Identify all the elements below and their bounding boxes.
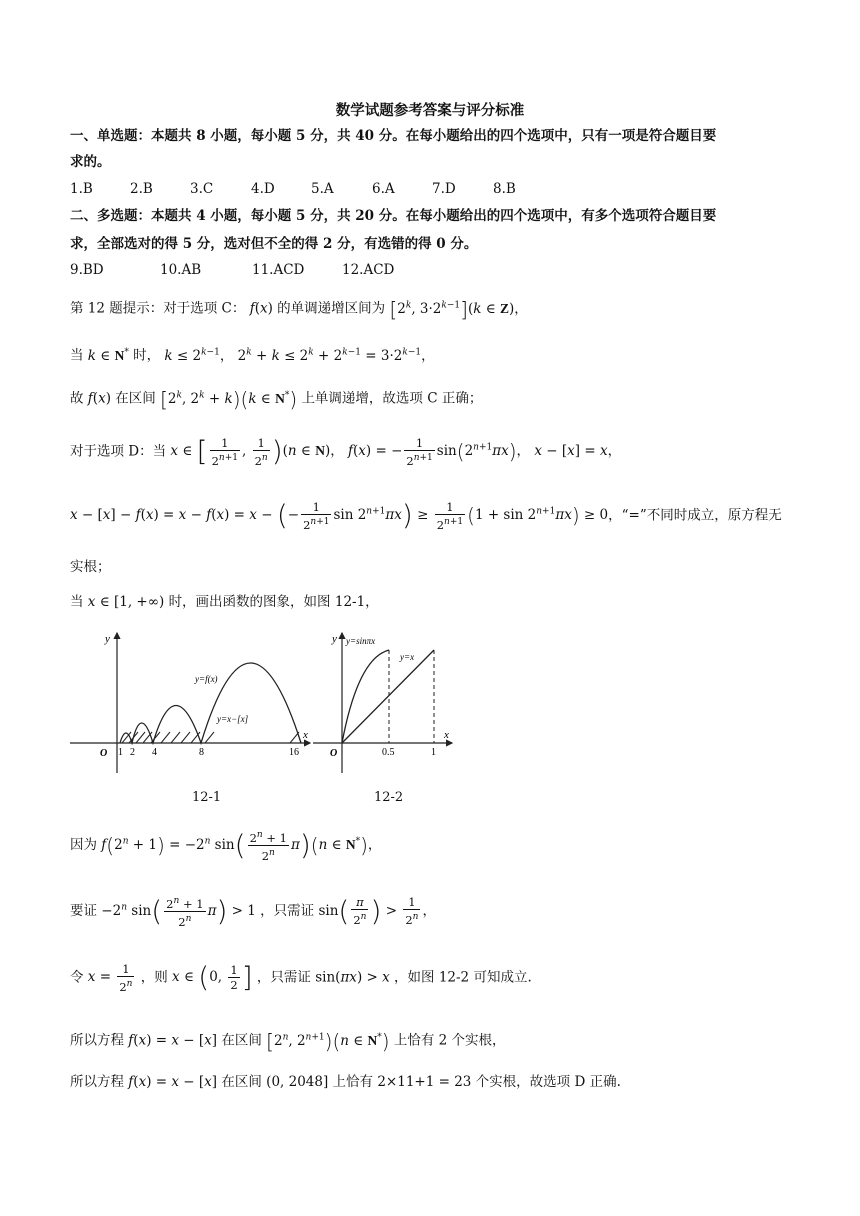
page-title: 数学试题参考答案与评分标准 bbox=[335, 102, 525, 119]
hint-line-10: 令 x = $\frac{1}{2^n}$ ，则 x ∈ (0, $\frac{1}{2}$ ] ，只需证 sin(πx) > x ，如图 12-2 可知成立. bbox=[70, 960, 532, 994]
section1-heading-line2: 求的。 bbox=[70, 154, 111, 170]
fig1-x-label: x bbox=[303, 729, 308, 741]
formula: x ∈ [ $\frac{1}{2^{n+1}}$ , $\frac{1}{2^n}$ )(n ∈ N)， f(x) = − $\frac{1}{2^{n+1}}$ $\sin(2^{n+1}\pi x)$， x − [x] = x， bbox=[170, 434, 622, 468]
hint-line-11: 所以方程 f(x) = x − [x] 在区间 [2$^n$, $2^{n+1})(n$ ∈ N*) 上恰有 2 个实根， bbox=[70, 1029, 506, 1053]
formula: x = $\frac{1}{2^n}$ bbox=[87, 962, 133, 994]
hint-line-2: 当 k ∈ N* 时， $k \le 2^{k-1}$， $2^k + k \le 2^k + 2^{k-1} = 3\cdot 2^{k-1}$， bbox=[70, 347, 435, 364]
formula: f(x) bbox=[249, 300, 273, 317]
fig1-curve2-label: y=x−[x] bbox=[217, 714, 249, 724]
answer-11: 11.ACD bbox=[252, 262, 305, 278]
hint-line-9: 要证 $-2^n$ sin( $\frac{2^n + 1}{2^n}$ π) > 1 ，只需证 sin( $\frac{\pi}{2^n}$ ) > $\frac{1}{2^n}$ ， bbox=[70, 894, 436, 929]
formula: 2×11+1 = 23 bbox=[377, 1074, 472, 1090]
formula: k ∈ N* bbox=[87, 347, 129, 364]
fig2-curve2-label: y=x bbox=[400, 652, 415, 662]
answer-5: 5.A bbox=[311, 181, 334, 197]
formula: $-2^n$ sin( $\frac{2^n + 1}{2^n}$ π) > 1 bbox=[101, 894, 256, 929]
hint-line-3: 故 f(x) 在区间 [2$^k$, $2^k + k)(k$ ∈ N*) 上单调递增，故选项 C 正确； bbox=[70, 387, 483, 411]
hint-line-12: 所以方程 f(x) = x − [x] 在区间 (0, 2048] 上恰有 2×11+1 = 23 个实根，故选项 D 正确. bbox=[70, 1074, 621, 1090]
section1-heading-line1: 一、单选题：本题共 8 小题，每小题 5 分，共 40 分。在每小题给出的四个选项中，只有一项是符合题目要 bbox=[70, 128, 717, 144]
formula: (0, 2048] bbox=[266, 1074, 329, 1090]
answer-3: 3.C bbox=[190, 181, 214, 197]
section2-heading-line2: 求，全部选对的得 5 分，选对但不全的得 2 分，有选错的得 0 分。 bbox=[70, 236, 478, 252]
answer-12: 12.ACD bbox=[342, 262, 395, 278]
fig2-curve1-label: y=sinπx bbox=[346, 636, 376, 646]
answer-8: 8.B bbox=[493, 181, 516, 197]
answer-7: 7.D bbox=[432, 181, 456, 197]
hint-line-1: 第 12 题提示：对于选项 C： f(x) 的单调递增区间为 [2$^k$, $3\cdot 2^{k-1}](k$ ∈ Z)， bbox=[70, 297, 528, 321]
formula: $f(2^n + 1) = -2^n$ sin( $\frac{2^n + 1}{2^n}$ π)(n ∈ N*)， bbox=[101, 828, 382, 863]
fig1-tick-8: 8 bbox=[199, 747, 204, 758]
fig2-x-label: x bbox=[444, 729, 449, 741]
formula: $k \le 2^{k-1}$， $2^k + k \le 2^k + 2^{k-1} = 3\cdot 2^{k-1}$， bbox=[164, 347, 435, 364]
formula: x − [x] − f(x) = x − f(x) = x − (− $\frac{1}{2^{n+1}}$ $\sin 2^{n+1}\pi x$) ≥ $\frac{1}{2^{n+1}}$ $(1 + \sin 2^{n+1}\pi x) \ge 0$ bbox=[70, 498, 609, 532]
formula: sin( $\frac{\pi}{2^n}$ ) > $\frac{1}{2^n}$ ， bbox=[318, 894, 436, 928]
fig1-origin: O bbox=[100, 748, 108, 759]
caption-12-2: 12-2 bbox=[374, 790, 404, 805]
fig1-curve1-label: y=f(x) bbox=[195, 674, 218, 684]
answer-9: 9.BD bbox=[70, 262, 104, 278]
formula: [2$^n$, $2^{n+1})(n$ ∈ N*) bbox=[266, 1029, 390, 1053]
hint-line-5: x − [x] − f(x) = x − f(x) = x − (− $\frac{1}{2^{n+1}}$ $\sin 2^{n+1}\pi x$) ≥ $\frac{1}{2^{n+1}}$ $(1 + \sin 2^{n+1}\pi x) \ge 0$，“=”不同时成立，原方程无 bbox=[70, 498, 782, 532]
formula: f(x) = x − [x] bbox=[128, 1074, 218, 1090]
fig2-y-label: y bbox=[332, 633, 337, 645]
fig1-y-label: y bbox=[105, 633, 110, 645]
fig1-tick-1: 1 bbox=[118, 747, 123, 758]
formula: f(x) bbox=[87, 390, 111, 407]
fig2-tick-0-5: 0.5 bbox=[382, 747, 395, 758]
figure-12-2 bbox=[310, 628, 460, 778]
caption-12-1: 12-1 bbox=[192, 790, 222, 805]
answer-2: 2.B bbox=[130, 181, 153, 197]
hint-line-6: 实根； bbox=[70, 559, 111, 575]
section2-answers bbox=[0, 262, 860, 280]
formula: x ∈ (0, $\frac{1}{2}$ ] bbox=[172, 960, 253, 994]
hint-line-8: 因为 $f(2^n + 1) = -2^n$ sin( $\frac{2^n + 1}{2^n}$ π)(n ∈ N*)， bbox=[70, 828, 382, 863]
answer-10: 10.AB bbox=[160, 262, 202, 278]
formula: [2$^k$, $3\cdot 2^{k-1}](k$ ∈ Z)， bbox=[389, 297, 528, 321]
fig1-tick-16: 16 bbox=[289, 747, 299, 758]
section2-heading-line1: 二、多选题：本题共 4 小题，每小题 5 分，共 20 分。在每小题给出的四个选项中，有多个选项符合题目要 bbox=[70, 208, 717, 224]
section1-answers bbox=[0, 181, 860, 199]
fig2-origin: O bbox=[330, 748, 338, 759]
hint-line-7: 当 x ∈ [1, +∞) 时，画出函数的图象，如图 12-1， bbox=[70, 594, 379, 610]
fig1-tick-2: 2 bbox=[130, 747, 135, 758]
formula: sin(πx) > x bbox=[315, 969, 390, 986]
formula: f(x) = x − [x] bbox=[128, 1032, 218, 1049]
answer-4: 4.D bbox=[251, 181, 275, 197]
hint-line-4: 对于选项 D：当 x ∈ [ $\frac{1}{2^{n+1}}$ , $\frac{1}{2^n}$ )(n ∈ N)， f(x) = − $\frac{1}{2^{n+1}}$ $\sin(2^{n+1}\pi x)$， x − [x] = x， bbox=[70, 434, 622, 468]
formula: x ∈ [1, +∞) bbox=[87, 594, 165, 610]
answer-1: 1.B bbox=[70, 181, 93, 197]
answer-6: 6.A bbox=[372, 181, 395, 197]
line-y-equals-x bbox=[342, 650, 434, 743]
figure-12-1 bbox=[65, 628, 315, 778]
curve-sin bbox=[342, 650, 389, 743]
fig1-tick-4: 4 bbox=[152, 747, 157, 758]
fig2-tick-1: 1 bbox=[431, 747, 436, 758]
hatch-region bbox=[122, 732, 299, 743]
formula: [2$^k$, $2^k + k)(k$ ∈ N*) bbox=[160, 387, 298, 411]
